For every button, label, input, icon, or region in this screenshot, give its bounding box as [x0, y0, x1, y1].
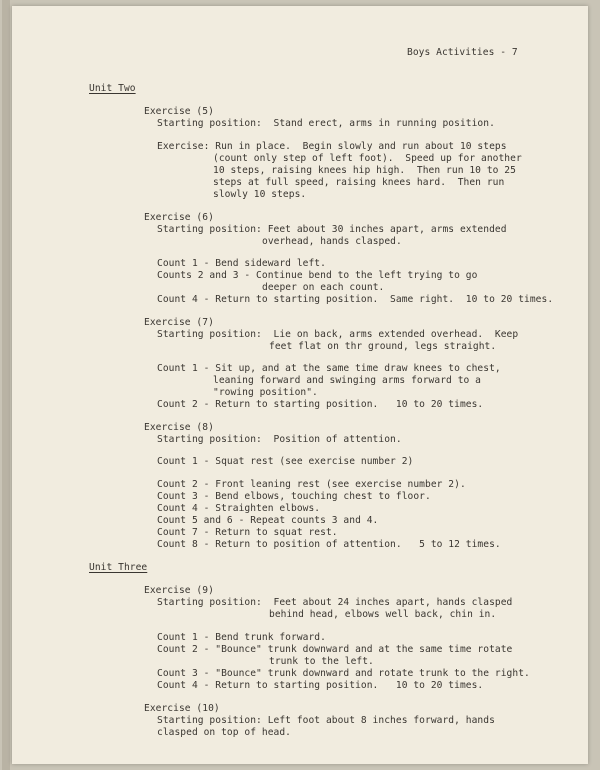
exercise-6-count: Count 4 - Return to starting position. Same right. 10 to 20 times. — [157, 294, 554, 305]
section-heading-unit-two: Unit Two — [89, 83, 136, 94]
exercise-8-count: Count 1 - Squat rest (see exercise number 2) — [157, 456, 414, 467]
exercise-9-count: Count 2 - "Bounce" trunk downward and at the same time rotate — [157, 644, 513, 655]
exercise-8-count: Count 3 - Bend elbows, touching chest to floor. — [157, 491, 431, 502]
exercise-6-count: deeper on each count. — [262, 282, 385, 293]
exercise-6-count: Counts 2 and 3 - Continue bend to the left trying to go — [157, 270, 478, 281]
exercise-7-count: leaning forward and swinging arms forward to a — [213, 375, 481, 386]
exercise-5-line: (count only step of left foot). Speed up for another — [213, 153, 522, 164]
exercise-6-title: Exercise (6) — [144, 212, 214, 223]
exercise-7-count: "rowing position". — [213, 387, 318, 398]
page-header: Boys Activities - 7 — [407, 47, 518, 58]
exercise-8-title: Exercise (8) — [144, 422, 214, 433]
exercise-5-line: Exercise: Run in place. Begin slowly and run about 10 steps — [157, 141, 507, 152]
exercise-5-line: steps at full speed, raising knees hard. Then run — [213, 177, 505, 188]
exercise-7-title: Exercise (7) — [144, 317, 214, 328]
exercise-9-count: Count 3 - "Bounce" trunk downward and rotate trunk to the right. — [157, 668, 530, 679]
exercise-5-line: slowly 10 steps. — [213, 189, 307, 200]
exercise-9-count: Count 1 - Bend trunk forward. — [157, 632, 326, 643]
exercise-5-line: 10 steps, raising knees hip high. Then run 10 to 25 — [213, 165, 516, 176]
exercise-7-count: Count 1 - Sit up, and at the same time draw knees to chest, — [157, 363, 501, 374]
exercise-8-count: Count 8 - Return to position of attention. 5 to 12 times. — [157, 539, 501, 550]
exercise-5-start: Starting position: Stand erect, arms in running position. — [157, 118, 495, 129]
exercise-6-count: Count 1 - Bend sideward left. — [157, 258, 326, 269]
exercise-6-start-cont: overhead, hands clasped. — [262, 236, 402, 247]
exercise-9-start-cont: behind head, elbows well back, chin in. — [269, 609, 497, 620]
exercise-8-count: Count 4 - Straighten elbows. — [157, 503, 321, 514]
exercise-7-count: Count 2 - Return to starting position. 10 to 20 times. — [157, 399, 484, 410]
exercise-10-title: Exercise (10) — [144, 703, 220, 714]
exercise-5-title: Exercise (5) — [144, 106, 214, 117]
exercise-6-start: Starting position: Feet about 30 inches apart, arms extended — [157, 224, 507, 235]
exercise-10-start: Starting position: Left foot about 8 inches forward, hands — [157, 715, 495, 726]
exercise-9-start: Starting position: Feet about 24 inches apart, hands clasped — [157, 597, 513, 608]
exercise-9-title: Exercise (9) — [144, 585, 214, 596]
scan-edge — [2, 0, 10, 770]
exercise-8-count: Count 5 and 6 - Repeat counts 3 and 4. — [157, 515, 379, 526]
exercise-7-start: Starting position: Lie on back, arms extended overhead. Keep — [157, 329, 519, 340]
exercise-8-count: Count 7 - Return to squat rest. — [157, 527, 338, 538]
section-heading-unit-three: Unit Three — [89, 562, 148, 573]
exercise-8-start: Starting position: Position of attention. — [157, 434, 402, 445]
exercise-10-start-cont: clasped on top of head. — [157, 727, 291, 738]
exercise-8-count: Count 2 - Front leaning rest (see exercise number 2). — [157, 479, 466, 490]
exercise-7-start-cont: feet flat on thr ground, legs straight. — [269, 341, 497, 352]
exercise-9-count: trunk to the left. — [269, 656, 374, 667]
exercise-9-count: Count 4 - Return to starting position. 10 to 20 times. — [157, 680, 484, 691]
